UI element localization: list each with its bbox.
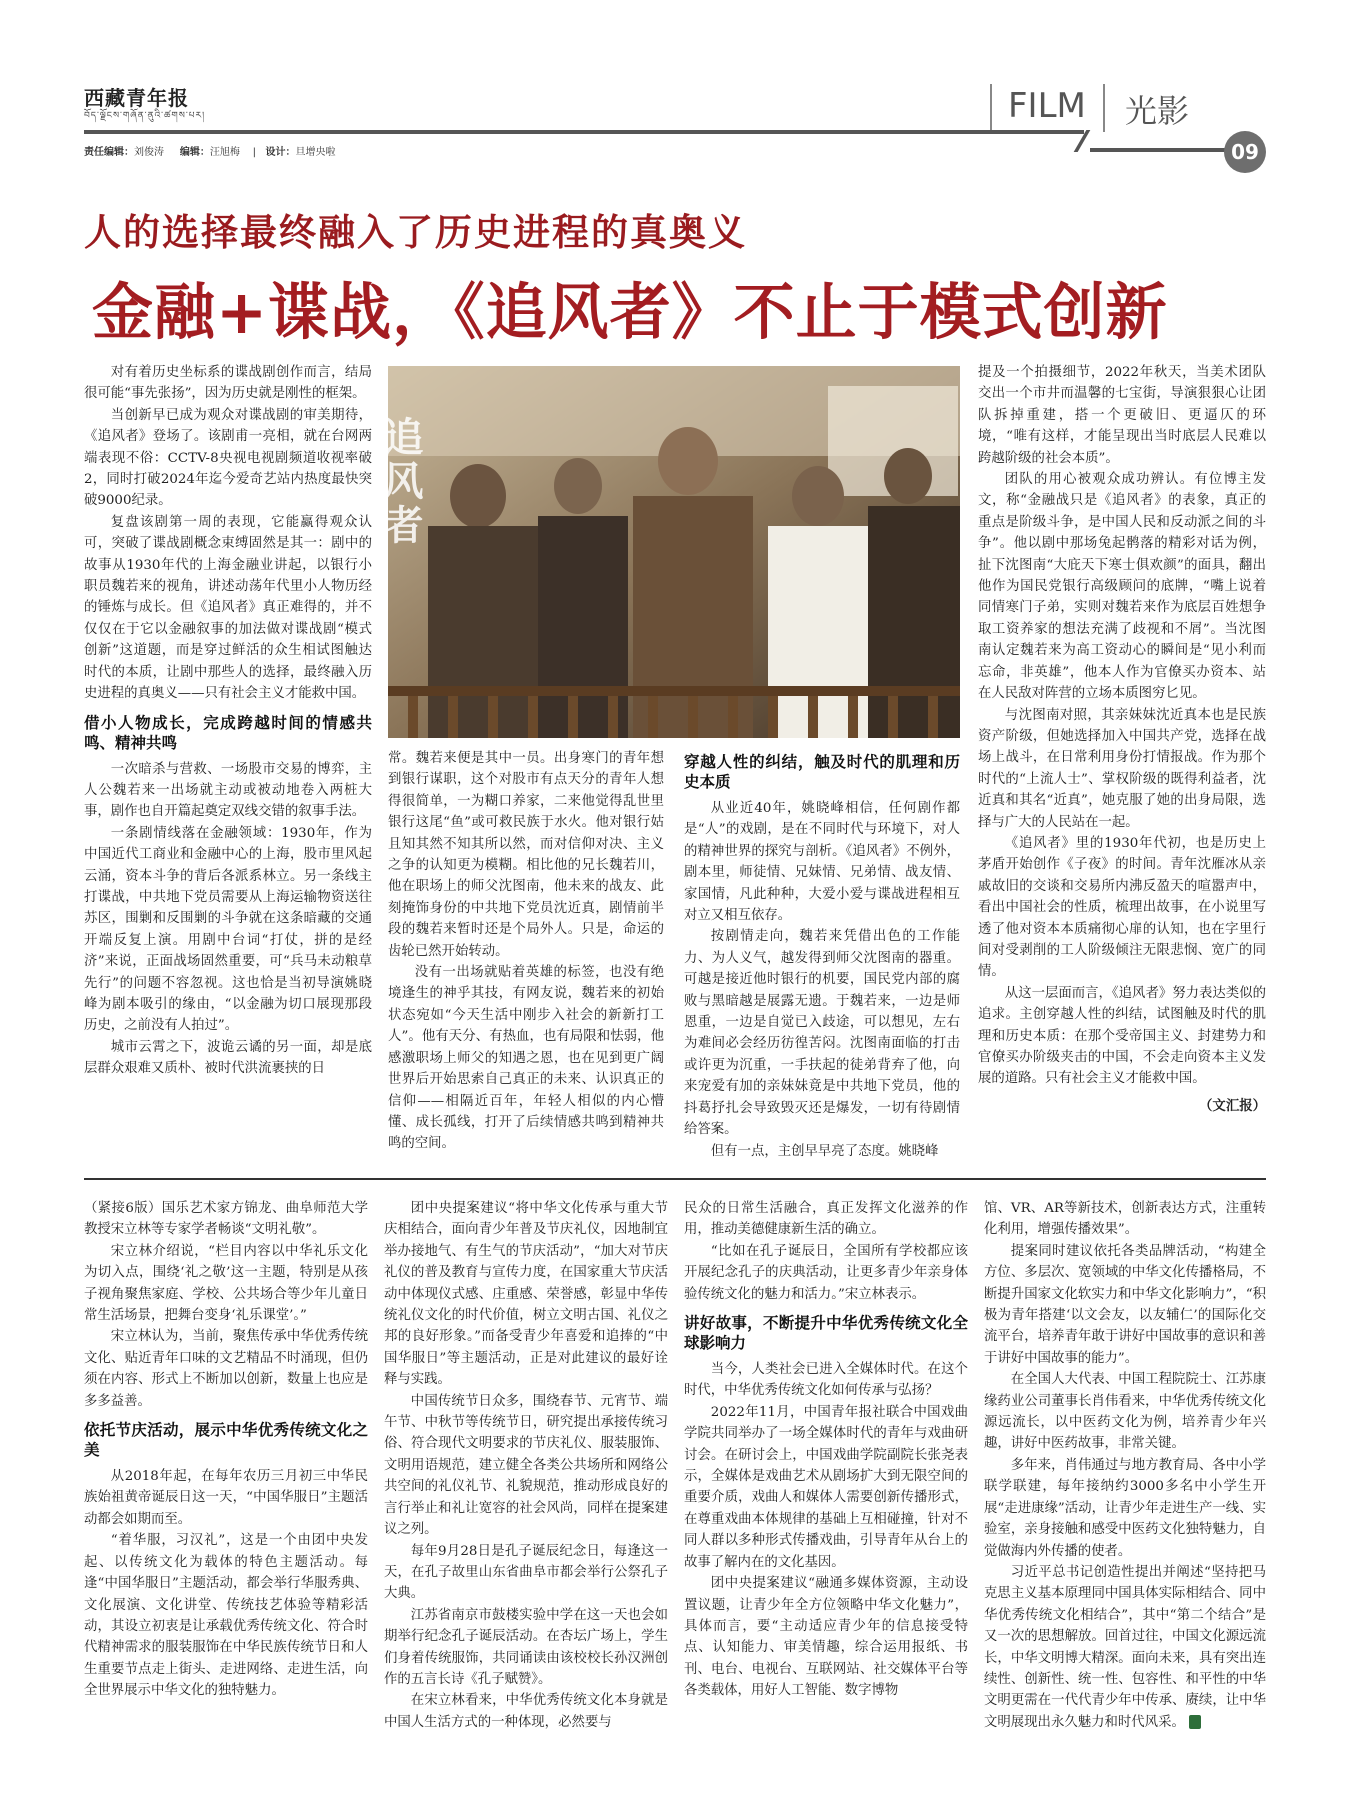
lower-column-2: 团中央提案建议“将中华文化传承与重大节庆相结合，面向青少年普及节庆礼仪，因地制宜举办接地气、有生气的节庆活动”，“加大对节庆礼仪的普及教育与宣传力度，在国家重大节庆活动中体现仪式感、庄重感、荣誉感，彰显中华传统礼仪文化的时代价值，树立文明古国、礼仪之邦的良好形象。”而备受青少年喜爱和追捧的“中国华服日”等主题活动，正是对此建议的最好诠释与实践。 中国传统节日众多，围绕春节、元宵节、端午节、中秋节等传统节日，研究提出承接传统习俗、符合现代文明要求的节庆礼仪、服装服饰、文明用语规范，建立健全各类公共场所和网络公共空间的礼仪礼节、礼貌规范，推动形成良好的言行举止和礼让宽容的社会风尚，同样在提案建议之列。 每年9月28日是孔子诞辰纪念日，每逢这一天，在孔子故里山东省曲阜市都会举行公祭孔子大典。 江苏省南京市鼓楼实验中学在这一天也会如期举行纪念孔子诞辰活动。在杏坛广场上，学生们身着传统服饰，共同诵读由该校校长孙汉洲创作的五言长诗《孔子赋赞》。 在宋立林看来，中华优秀传统文化本身就是中国人生活方式的一种体现，必然要与 [384,1201,668,1730]
section-heading: 穿越人性的纠结，触及时代的肌理和历史本质 [684,753,960,791]
article-column-3: 穿越人性的纠结，触及时代的肌理和历史本质 从业近40年，姚晓峰相信，任何剧作都是“人”的戏剧，是在不同时代与环境下，对人的精神世界的探究与剖析。《追风者》不例外，剧本里，师徒情、兄妹情、兄弟情、战友情、家国情，凡此种种，大爱小爱与谍战进程相互对立又相互依存。 按剧情走向，魏若来凭借出色的工作能力、为人义气，越发得到师父沈图南的器重。可越是接近他时银行的机要，国民党内部的腐败与黑暗越是展露无遗。于魏若来，一边是师恩重，一边是自觉已入歧途，可以想见，左右为难间必会经历彷徨苦闷。沈图南面临的打击或许更为沉重，一手扶起的徒弟背弃了他，向来宠爱有加的亲妹妹竟是中共地下党员，他的抖葛抒扎会导致毁灭还是爆发，一切有待剧情给答案。 但有一点，主创早早亮了态度。姚晓峰 [684,753,960,1159]
newspaper-subtitle: བོད་ལྗོངས་གཞོན་ནུའི་ཚགས་པར། [84,111,206,121]
article-source: （文汇报） [1199,1097,1266,1114]
end-mark-icon [1189,1715,1201,1729]
drama-still-photo [377,366,960,738]
lower-column-3: 民众的日常生活融合，真正发挥文化滋养的作用，推动美德健康新生活的确立。 “比如在孔子诞辰日，全国所有学校都应该开展纪念孔子的庆典活动，让更多青少年亲身体验传统文化的魅力和活力。”宋立林表示。 讲好故事，不断提升中华优秀传统文化全球影响力 当今，人类社会已进入全媒体时代。在这个时代，中华优秀传统文化如何传承与弘扬？ 2022年11月，中国青年报社联合中国戏曲学院共同举办了一场全媒体时代的青年与戏曲研讨会。在研讨会上，中国戏曲学院副院长张尧表示，全媒体是戏曲艺术从剧场扩大到无限空间的重要介质，戏曲人和媒体人需要创新传播形式，在尊重戏曲本体规律的基础上互相碰撞，针对不同人群以多种形式传播戏曲，引导青年从台上的故事了解内在的文化基因。 团中央提案建议“融通多媒体资源，主动设置议题，让青少年全方位领略中华文化魅力”，具体而言，要“主动适应青少年的信息接受特点、认知能力、审美情趣，综合运用报纸、书刊、电台、电视台、互联网站、社交媒体平台等各类载体，用好人工智能、数字博物 [684,1201,968,1699]
section-divider [990,84,992,132]
section-heading: 借小人物成长，完成跨越时间的情感共鸣、精神共鸣 [84,713,372,752]
section-divider [1103,84,1105,132]
header-rule-lower [1090,148,1230,152]
newspaper-title: 西藏青年报 [84,86,189,110]
header-rule [84,130,1084,134]
section-name-en: FILM [1008,86,1086,126]
article-column-1: 对有着历史坐标系的谍战剧创作而言，结局很可能“事先张扬”，因为历史就是刚性的框架。 当创新早已成为观众对谍战剧的审美期待，《追风者》登场了。该剧甫一亮相，就在台网两端表现不俗：CCTV-8央视电视剧频道收视率破2，同时打破2024年迄今爱奇艺站内热度最快突破9000纪录。 复盘该剧第一周的表现，它能赢得观众认可，突破了谍战剧概念束缚固然是其一：剧中的故事从1930年代的上海金融业讲起，以银行小职员魏若来的视角，讲述动荡年代里小人物历经的锤炼与成长。但《追风者》真正难得的，并不仅仅在于它以金融叙事的加法做对谍战剧“模式创新”这道题，而是穿过鲜活的众生相试图触达时代的本质，让剧中那些人的选择，最终融入历史进程的真奥义——只有社会主义才能救中国。 借小人物成长，完成跨越时间的情感共鸣、精神共鸣 一次暗杀与营救、一场股市交易的博弈，主人公魏若来一出场就主动或被动地卷入两桩大事，剧作也自开篇起奠定双线交错的叙事手法。 一条剧情线落在金融领域：1930年，作为中国近代工商业和金融中心的上海，股市里风起云涌，资本斗争的背后各派系林立。另一条线主打谍战，中共地下党员需要从上海运输物资送往苏区，围剿和反围剿的斗争就在这条暗藏的交通开端反复上演。用剧中台词“打仗，拼的是经济”来说，正面战场固然重要，可“兵马未动粮草先行”的问题不容忽视。这也恰是当初导演姚晓峰为剧本吸引的缘由，“以金融为切口展现那段历史，之前没有人拍过”。 城市云霄之下，波诡云谲的另一面，却是底层群众艰难又质朴、被时代洪流裹挟的日 [84,365,372,1077]
lower-column-1: （紧接6版）国乐艺术家方锦龙、曲阜师范大学教授宋立林等专家学者畅谈“文明礼敬”。 宋立林介绍说，“栏目内容以中华礼乐文化为切入点，围绕‘礼之敬’这一主题，特别是从孩子视角聚焦家庭、学校、公共场合等少年儿童日常生活场景，把舞台变身‘礼乐课堂’。” 宋立林认为，当前，聚焦传承中华优秀传统文化、贴近青年口味的文艺精品不时涌现，但仍须在内容、形式上不断加以创新，数量上也应是多多益善。 依托节庆活动，展示中华优秀传统文化之美 从2018年起，在每年农历三月初三中华民族始祖黄帝诞辰日这一天，“中国华服日”主题活动都会如期而至。 “着华服，习汉礼”，这是一个由团中央发起、以传统文化为载体的特色主题活动。每逢“中国华服日”主题活动，都会举行华服秀典、文化展演、文化讲堂、传统技艺体验等精彩活动，其设立初衷是让承载优秀传统文化、符合时代精神需求的服装服饰在中华民族传统节日和人生重要节点走上街头、走进网络、走进生活，向全世界展示中华文化的独特魅力。 [84,1201,368,1699]
section-heading: 依托节庆活动，展示中华优秀传统文化之美 [84,1421,368,1460]
page-number: 09 [1224,131,1266,173]
article-column-4: 提及一个拍摄细节，2022年秋天，当美术团队交出一个市井而温馨的七宝街，导演狠狠心让团队拆掉重建，搭一个更破旧、更逼仄的环境，“唯有这样，才能呈现出当时底层人民难以跨越阶级的社会本质”。 团队的用心被观众成功辨认。有位博主发文，称“金融战只是《追风者》的表象，真正的重点是阶级斗争，是中国人民和反动派之间的斗争”。他以剧中那场兔起鹘落的精彩对话为例，扯下沈图南“大庇天下寒士俱欢颜”的面具，翻出他作为国民党银行高级顾问的底牌，“嘴上说着同情寒门子弟，实则对魏若来作为底层百姓想争取工资养家的想法充满了歧视和不屑”。当沈图南认定魏若来为高工资动心的瞬间是“见小利而忘命，非英雄”，他本人作为官僚买办资本、站在人民敌对阵营的立场本质图穷匕见。 与沈图南对照，其亲妹妹沈近真本也是民族资产阶级，但她选择加入中国共产党，选择在战场上战斗，在日常利用身份打情报战。作为那个时代的“上流人士”、掌权阶级的既得利益者，沈近真和其名“近真”，她克服了她的出身局限，选择与广大的人民站在一起。 《追风者》里的1930年代初，也是历史上茅盾开始创作《子夜》的时间。青年沈雁冰从亲戚故旧的交谈和交易所内沸反盈天的喧嚣声中，看出中国社会的性质，梳理出故事，在小说里写透了他对资本本质痛彻心扉的认知，也在字里行间对受剥削的工人阶级倾注无限悲悯、宽广的同情。 从这一层面而言，《追风者》努力表达类似的追求。主创穿越人性的纠结，试图触及时代的肌理和历史本质：在那个受帝国主义、封建势力和官僚买办阶级夹击的中国，不会走向资本主义发展的道路。只有社会主义才能救中国。 （文汇报） [978,362,1266,1117]
article-headline: 金融+谍战，《追风者》不止于模式创新 [92,277,1168,348]
section-name-cn: 光影 [1125,92,1190,130]
poster-title-char: 追风者 [377,416,423,548]
section-heading: 讲好故事，不断提升中华优秀传统文化全球影响力 [684,1314,968,1353]
article-column-2: 常。魏若来便是其中一员。出身寒门的青年想到银行谋职，这个对股市有点天分的青年人想得很简单，一为糊口养家，二来他觉得乱世里银行这尾“鱼”或可救民族于水火。他对银行姑且知其然不知其所以然，而对信仰对决、主义之争的认知更为模糊。相比他的兄长魏若川，他在职场上的师父沈图南，他未来的战友、此刻掩饰身份的中共地下党员沈近真，剧情前半段的魏若来暂时还是个局外人。只是，命运的齿轮已然开始转动。 没有一出场就贴着英雄的标签，也没有绝境逢生的神乎其技，有网友说，魏若来的初始状态宛如“今天生活中刚步入社会的新新打工人”。他有天分、有热血，也有局限和怯弱，他感激职场上师父的知遇之恩，也在见到更广阔世界后开始思索自己真正的未来、认识真正的信仰——相隔近百年，年轻人相似的内心懵懂、成长孤线，打开了后续情感共鸣到精神共鸣的空间。 [388,751,664,1152]
lower-column-4: 馆、VR、AR等新技术，创新表达方式，注重转化利用，增强传播效果”。 提案同时建议依托各类品牌活动，“构建全方位、多层次、宽领域的中华文化传播格局，不断提升国家文化软实力和中华文化影响力”，“积极为青年搭建‘以文会友，以友辅仁’的国际化交流平台，培养青年敢于讲好中国故事的意识和善于讲好中国故事的能力”。 在全国人大代表、中国工程院院士、江苏康缘药业公司董事长肖伟看来，中华优秀传统文化源远流长，以中医药文化为例，培养青少年兴趣，讲好中医药故事，非常关键。 多年来，肖伟通过与地方教育局、各中小学联学联建，每年接纳约3000多名中小学生开展“走进康缘”活动，让青少年走进生产一线、实验室，亲身接触和感受中医药文化独特魅力，自觉做海内外传播的使者。 习近平总书记创造性提出并阐述“坚持把马克思主义基本原理同中国具体实际相结合、同中华优秀传统文化相结合”，其中“第二个结合”是又一次的思想解放。回首过往，中国文化源远流长，中华文明博大精深。面向未来，具有突出连续性、创新性、统一性、包容性、和平性的中华文明更需在一代代青少年中传承、赓续，让中华文明展现出永久魅力和时代风采。 [984,1201,1266,1730]
section-divider-line [84,1178,1266,1180]
article-subheadline: 人的选择最终融入了历史进程的真奥义 [84,210,747,254]
credits-line: 责任编辑：刘俊涛 编辑：汪旭梅 | 设计：旦增央啦 [84,147,336,158]
